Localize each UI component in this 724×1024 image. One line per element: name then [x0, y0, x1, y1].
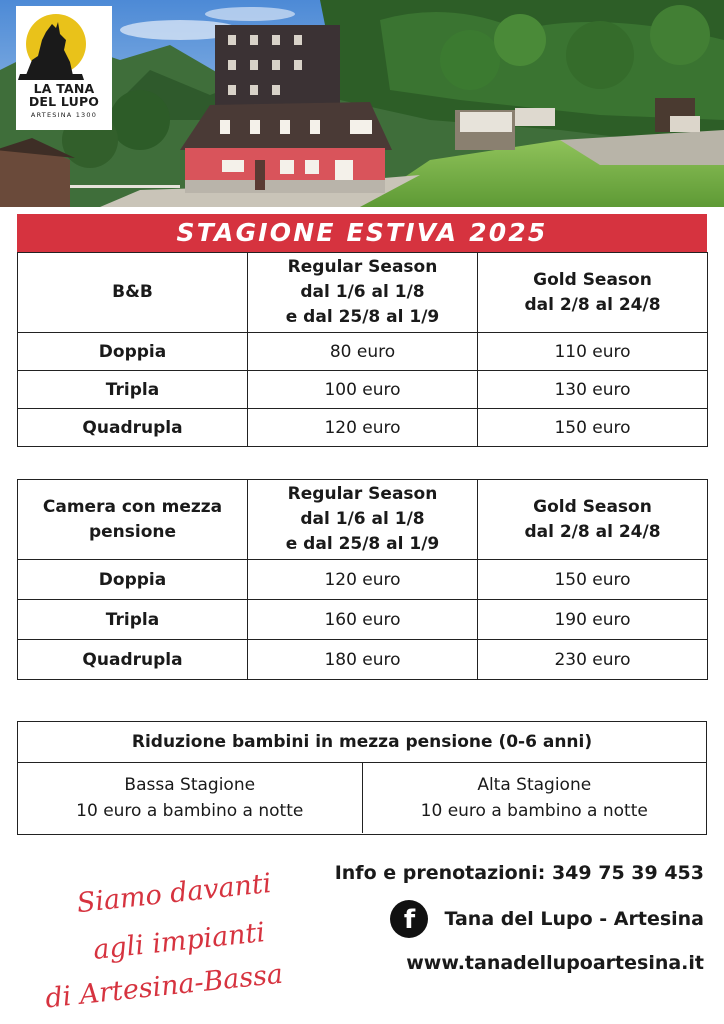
- low-season-price: 10 euro a bambino a notte: [76, 801, 304, 821]
- room-type: Quadrupla: [18, 409, 248, 447]
- high-season-label: Alta Stagione: [477, 775, 592, 795]
- regular-season-header: [248, 253, 478, 333]
- slogan-line-3: di Artesina-Bassa: [43, 958, 285, 1010]
- logo: [16, 6, 112, 130]
- bb-price-table: [17, 252, 708, 447]
- table-header-row: [18, 480, 708, 560]
- regular-price: 160 euro: [248, 600, 478, 640]
- booking-phone: Info e prenotazioni: 349 75 39 453: [334, 862, 704, 884]
- high-season-price: 10 euro a bambino a notte: [420, 801, 648, 821]
- children-discount-row: [18, 763, 706, 833]
- slogan-line-2: agli impianti: [91, 917, 267, 966]
- gold-price: 130 euro: [478, 371, 708, 409]
- gold-season-range: dal 2/8 al 24/8: [524, 294, 661, 315]
- season-banner: STAGIONE ESTIVA 2025: [17, 214, 707, 252]
- table-header-row: [18, 253, 708, 333]
- regular-price: 120 euro: [248, 409, 478, 447]
- logo-title-2: DEL LUPO: [28, 94, 100, 109]
- half-board-label-line-1: Camera con mezza: [42, 496, 223, 517]
- regular-price: 80 euro: [248, 333, 478, 371]
- gold-price: 150 euro: [478, 409, 708, 447]
- regular-season-range-2: e dal 25/8 al 1/9: [285, 307, 440, 327]
- facebook-icon[interactable]: f: [390, 900, 428, 938]
- half-board-label: [18, 480, 248, 560]
- logo-subtitle: ARTESINA 1300: [30, 111, 98, 119]
- regular-season-range-2: e dal 25/8 al 1/9: [285, 534, 440, 554]
- room-type: Doppia: [18, 560, 248, 600]
- regular-season-range-1: dal 1/6 al 1/8: [300, 282, 425, 302]
- children-discount-title: Riduzione bambini in mezza pensione (0-6 anni): [18, 722, 706, 763]
- facebook-page[interactable]: Tana del Lupo - Artesina: [444, 908, 704, 930]
- slogan-line-1: Siamo davanti: [75, 867, 273, 920]
- low-season-label: Bassa Stagione: [124, 775, 256, 795]
- gold-season-range: dal 2/8 al 24/8: [524, 521, 661, 542]
- regular-season-header: [248, 480, 478, 560]
- gold-price: 190 euro: [478, 600, 708, 640]
- logo-title-1: LA TANA: [33, 81, 95, 96]
- table-row: [18, 600, 708, 640]
- low-season-cell: [18, 763, 362, 833]
- high-season-cell: [362, 763, 707, 833]
- facebook-line[interactable]: [304, 904, 704, 934]
- gold-season-header: [478, 253, 708, 333]
- half-board-price-table: [17, 479, 708, 680]
- children-discount-box: [17, 721, 707, 835]
- table-row: [18, 333, 708, 371]
- slogan: [40, 860, 320, 1010]
- table-row: [18, 371, 708, 409]
- regular-season-title: Regular Season: [287, 257, 438, 277]
- table-row: [18, 560, 708, 600]
- contact-info: [304, 858, 704, 978]
- gold-price: 150 euro: [478, 560, 708, 600]
- regular-season-range-1: dal 1/6 al 1/8: [300, 509, 425, 529]
- room-type: Tripla: [18, 600, 248, 640]
- bb-label: B&B: [18, 253, 248, 333]
- half-board-label-line-2: pensione: [88, 521, 177, 542]
- table-row: [18, 409, 708, 447]
- regular-price: 120 euro: [248, 560, 478, 600]
- gold-price: 230 euro: [478, 640, 708, 680]
- room-type: Doppia: [18, 333, 248, 371]
- website-link[interactable]: www.tanadellupoartesina.it: [406, 952, 704, 974]
- regular-price: 100 euro: [248, 371, 478, 409]
- room-type: Quadrupla: [18, 640, 248, 680]
- gold-season-title: Gold Season: [533, 269, 652, 290]
- gold-season-header: [478, 480, 708, 560]
- gold-season-title: Gold Season: [533, 496, 652, 517]
- wolf-icon: [16, 10, 86, 82]
- regular-price: 180 euro: [248, 640, 478, 680]
- table-row: [18, 640, 708, 680]
- regular-season-title: Regular Season: [287, 484, 438, 504]
- gold-price: 110 euro: [478, 333, 708, 371]
- hero-photo: [0, 0, 724, 207]
- room-type: Tripla: [18, 371, 248, 409]
